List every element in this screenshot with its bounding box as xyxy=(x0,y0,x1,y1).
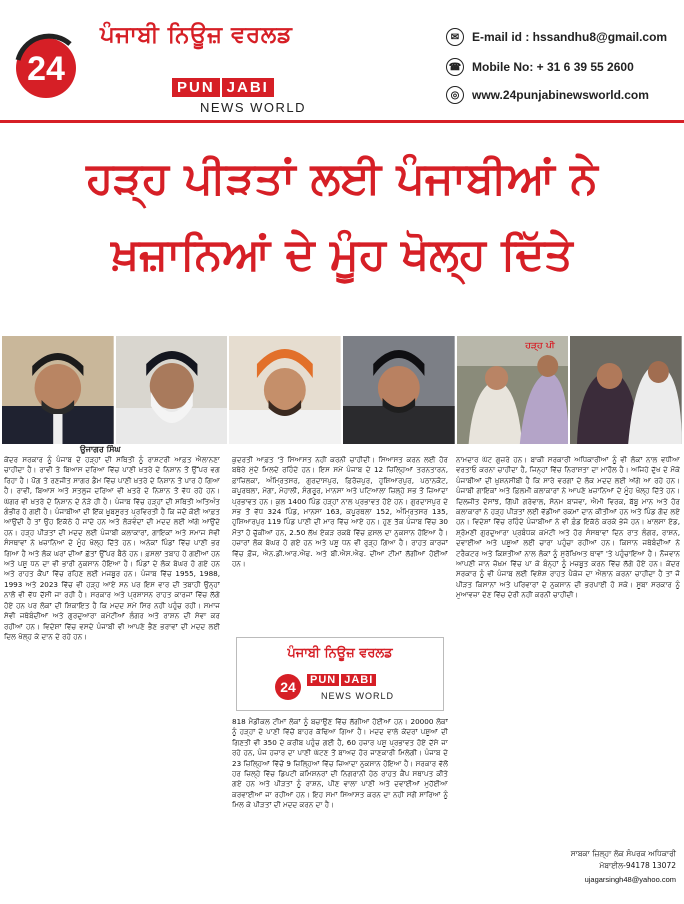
ad-logo-number: 24 xyxy=(280,679,296,695)
photo-watermark: ਹੜ੍ਹ ਪੀ xyxy=(524,341,555,351)
website-contact[interactable] xyxy=(446,86,649,104)
masthead xyxy=(0,0,684,115)
article-column-1: ਕੇਂਦਰ ਸਰਕਾਰ ਨੂੰ ਪੰਜਾਬ ਦੇ ਹੜ੍ਹਾਂ ਦੀ ਸਥਿਤੀ ਨੂੰ ਰਾਸ਼ਟਰੀ ਆਫ਼ਤ ਐਲਾਨਣਾ ਚਾਹੀਦਾ ਹੈ। ਰਾਵੀ ਤੇ ਬਿਆਸ ਦਰਿਆ ਵਿੱਚ ਪਾਣੀ ਖ਼ਤਰੇ ਦੇ ਨਿਸ਼ਾਨ ਤੋਂ ਉੱਪਰ ਵਗ ਰਿਹਾ ਹੈ। ਪੌਂਗ ਤੇ ਰਣਜੀਤ ਸਾਗਰ ਡੈਮ ਵਿੱਚ ਪਾਣੀ ਖ਼ਤਰੇ ਦੇ ਨਿਸ਼ਾਨ ਤੋਂ ਪਾਰ ਹੋ ਗਿਆ ਹੈ। ਰਾਵੀ, ਬਿਆਸ ਅਤੇ ਸਤਲੁਜ ਦਰਿਆ ਵੀ ਖ਼ਤਰੇ ਦੇ ਨਿਸ਼ਾਨ ਤੋਂ ਵੱਧ ਰਹੇ ਹਨ। ਘੱਗਰ ਵੀ ਖ਼ਤਰੇ ਦੇ ਨਿਸ਼ਾਨ ਦੇ ਨੇੜੇ ਹੀ ਹੈ। ਪੰਜਾਬ ਵਿੱਚ ਹੜ੍ਹਾਂ ਦੀ ਸਥਿਤੀ ਅਤਿਅੰਤ ਗੰਭੀਰ ਹੋ ਗਈ ਹੈ। ਪੰਜਾਬੀਆਂ ਦੀ ਇੱਕ ਖ਼ੂਬਸੂਰਤ ਪ੍ਰਵਿਰਤੀ ਹੈ ਕਿ ਜਦੋਂ ਕੋਈ ਆਫ਼ਤ ਆਉਂਦੀ ਹੈ ਤਾਂ ਉਹ ਇਕੱਠੇ ਹੋ ਜਾਂਦੇ ਹਨ ਅਤੇ ਲੋੜਵੰਦਾਂ ਦੀ ਮਦਦ ਲਈ ਅੱਗੇ ਆਉਂਦੇ ਹਨ। ਹੜ੍ਹ ਪੀੜਤਾਂ ਦੀ ਮਦਦ ਲਈ ਪੰਜਾਬੀ ਕਲਾਕਾਰਾਂ, ਗਾਇਕਾਂ ਅਤੇ ਸਮਾਜ ਸੇਵੀ ਸੰਸਥਾਵਾਂ ਨੇ ਖ਼ਜ਼ਾਨਿਆਂ ਦੇ ਮੂੰਹ ਖੋਲ੍ਹ ਦਿੱਤੇ ਹਨ। ਅਨੇਕਾਂ ਪਿੰਡਾਂ ਵਿੱਚ ਪਾਣੀ ਭਰ ਗਿਆ ਹੈ ਅਤੇ ਲੋਕ ਘਰਾਂ ਦੀਆਂ ਛੱਤਾਂ ਉੱਪਰ ਬੈਠੇ ਹਨ। ਫ਼ਸਲਾਂ ਤਬਾਹ ਹੋ ਗਈਆਂ ਹਨ ਅਤੇ ਪਸ਼ੂ ਧਨ ਦਾ ਵੀ ਭਾਰੀ ਨੁਕਸਾਨ ਹੋਇਆ ਹੈ। ਪਿੰਡਾਂ ਦੇ ਲੋਕ ਬੇਘਰ ਹੋ ਗਏ ਹਨ ਅਤੇ ਰਾਹਤ ਕੈਂਪਾਂ ਵਿੱਚ ਰਹਿਣ ਲਈ ਮਜਬੂਰ ਹਨ। ਪੰਜਾਬ ਵਿੱਚ 1955, 1988, 1993 ਅਤੇ 2023 ਵਿੱਚ ਵੀ ਹੜ੍ਹ ਆਏ ਸਨ ਪਰ ਇਸ ਵਾਰ ਦੀ ਤਬਾਹੀ ਉਨ੍ਹਾਂ ਨਾਲੋਂ ਵੀ ਵੱਧ ਦੱਸੀ ਜਾ ਰਹੀ ਹੈ। ਸਰਕਾਰ ਅਤੇ ਪ੍ਰਸ਼ਾਸਨ ਰਾਹਤ ਕਾਰਜਾਂ ਵਿੱਚ ਲੱਗੇ ਹੋਏ ਹਨ ਪਰ ਲੋਕਾਂ ਦੀ ਸ਼ਿਕਾਇਤ ਹੈ ਕਿ ਮਦਦ ਸਮੇਂ ਸਿਰ ਨਹੀਂ ਪਹੁੰਚ ਰਹੀ। ਸਮਾਜ ਸੇਵੀ ਜਥੇਬੰਦੀਆਂ ਅਤੇ ਗੁਰਦੁਆਰਾ ਕਮੇਟੀਆਂ ਲੰਗਰ ਅਤੇ ਰਾਸ਼ਨ ਦੀ ਸੇਵਾ ਕਰ ਰਹੀਆਂ ਹਨ। ਵਿਦੇਸ਼ਾਂ ਵਿੱਚ ਵਸਦੇ ਪੰਜਾਬੀ ਵੀ ਆਪਣੇ ਭੈਣ ਭਰਾਵਾਂ ਦੀ ਮਦਦ ਲਈ ਦਿਲ ਖੋਲ੍ਹ ਕੇ ਦਾਨ ਦੇ ਰਹੇ ਹਨ। xyxy=(4,455,220,641)
email-text: E-mail id : hssandhu8@gmail.com xyxy=(472,30,668,44)
article-column-3: ਨਾਮਦਾਰ ਘੱਟ ਗੁਜ਼ਰੇ ਹਨ। ਬਾਕੀ ਸਰਕਾਰੀ ਅਧਿਕਾਰੀਆਂ ਨੂੰ ਵੀ ਲੋਕਾਂ ਨਾਲ ਵਧੀਆ ਵਰਤਾਓ ਕਰਨਾ ਚਾਹੀਦਾ ਹੈ, ਜਿਨ੍ਹਾਂ ਵਿੱਚ ਨਿਰਾਸ਼ਤਾ ਦਾ ਮਾਹੌਲ ਹੈ। ਅਜਿਹੇ ਦੁੱਖ ਦੇ ਮੌਕੇ ਪੰਜਾਬੀਆਂ ਦੀ ਖ਼ੁਸ਼ਨਸੀਬੀ ਹੈ ਕਿ ਸਾਰੇ ਵਰਗਾਂ ਦੇ ਲੋਕ ਮਦਦ ਲਈ ਅੱਗੇ ਆ ਰਹੇ ਹਨ। ਪੰਜਾਬੀ ਗਾਇਕਾਂ ਅਤੇ ਫ਼ਿਲਮੀ ਕਲਾਕਾਰਾਂ ਨੇ ਆਪਣੇ ਖ਼ਜ਼ਾਨਿਆਂ ਦੇ ਮੂੰਹ ਖੋਲ੍ਹ ਦਿੱਤੇ ਹਨ। ਦਿਲਜੀਤ ਦੋਸਾਂਝ, ਗਿੱਪੀ ਗਰੇਵਾਲ, ਸੋਨਮ ਬਾਜਵਾ, ਐਮੀ ਵਿਰਕ, ਬੱਬੂ ਮਾਨ ਅਤੇ ਹੋਰ ਕਲਾਕਾਰਾਂ ਨੇ ਹੜ੍ਹ ਪੀੜਤਾਂ ਲਈ ਵੱਡੀਆਂ ਰਕਮਾਂ ਦਾਨ ਕੀਤੀਆਂ ਹਨ ਅਤੇ ਪਿੰਡ ਗੋਦ ਲਏ ਹਨ। ਵਿਦੇਸ਼ਾਂ ਵਿੱਚ ਰਹਿੰਦੇ ਪੰਜਾਬੀਆਂ ਨੇ ਵੀ ਫ਼ੰਡ ਇਕੱਠੇ ਕਰਕੇ ਭੇਜੇ ਹਨ। ਖ਼ਾਲਸਾ ਏਡ, ਸ਼੍ਰੋਮਣੀ ਗੁਰਦੁਆਰਾ ਪ੍ਰਬੰਧਕ ਕਮੇਟੀ ਅਤੇ ਹੋਰ ਸੰਸਥਾਵਾਂ ਦਿਨ ਰਾਤ ਲੰਗਰ, ਰਾਸ਼ਨ, ਦਵਾਈਆਂ ਅਤੇ ਪਸ਼ੂਆਂ ਲਈ ਚਾਰਾ ਪਹੁੰਚਾ ਰਹੀਆਂ ਹਨ। ਕਿਸਾਨ ਜਥੇਬੰਦੀਆਂ ਨੇ ਟਰੈਕਟਰ ਅਤੇ ਕਿਸ਼ਤੀਆਂ ਨਾਲ ਲੋਕਾਂ ਨੂੰ ਸੁਰੱਖਿਅਤ ਥਾਵਾਂ 'ਤੇ ਪਹੁੰਚਾਇਆ ਹੈ। ਨੌਜਵਾਨ ਆਪਣੀ ਜਾਨ ਜ਼ੋਖ਼ਮ ਵਿੱਚ ਪਾ ਕੇ ਬੰਨ੍ਹਾਂ ਨੂੰ ਮਜ਼ਬੂਤ ਕਰਨ ਵਿੱਚ ਲੱਗੇ ਹੋਏ ਹਨ। ਕੇਂਦਰ ਸਰਕਾਰ ਨੂੰ ਵੀ ਪੰਜਾਬ ਲਈ ਵਿਸ਼ੇਸ਼ ਰਾਹਤ ਪੈਕੇਜ ਦਾ ਐਲਾਨ ਕਰਨਾ ਚਾਹੀਦਾ ਹੈ ਤਾਂ ਜੋ ਪੀੜਤ ਕਿਸਾਨਾਂ ਅਤੇ ਪਰਿਵਾਰਾਂ ਦੇ ਨੁਕਸਾਨ ਦੀ ਭਰਪਾਈ ਹੋ ਸਕੇ। ਸੂਬਾ ਸਰਕਾਰ ਨੂੰ ਮੁਆਵਜ਼ਾ ਦੇਣ ਵਿੱਚ ਦੇਰੀ ਨਹੀਂ ਕਰਨੀ ਚਾਹੀਦੀ। xyxy=(456,455,680,600)
mobile-text: Mobile No: + 31 6 39 55 2600 xyxy=(472,60,634,74)
punjabi-wordmark xyxy=(172,78,274,97)
author-mobile: ਮੋਬਾਈਲ-94178 13072 xyxy=(599,861,676,870)
author-designation: ਸਾਬਕਾ ਜ਼ਿਲ੍ਹਾ ਲੋਕ ਸੰਪਰਕ ਅਧਿਕਾਰੀ xyxy=(570,849,676,858)
news-world-label: NEWS WORLD xyxy=(200,100,306,115)
photo-turban-man-1 xyxy=(2,336,114,444)
photo-strip xyxy=(2,336,682,444)
email-icon: ✉ xyxy=(446,28,464,46)
ad-news-world: NEWS WORLD xyxy=(321,691,394,701)
photo-crying-women xyxy=(570,336,682,444)
ad-wordmark-part-1: PUN xyxy=(307,674,339,686)
photo-turban-man-2 xyxy=(116,336,228,444)
ad-wordmark xyxy=(307,674,376,686)
email-contact[interactable] xyxy=(446,28,667,46)
wordmark-part-1: PUN xyxy=(172,78,220,97)
globe-icon: ◎ xyxy=(446,86,464,104)
website-text: www.24punjabinewsworld.com xyxy=(472,88,649,102)
article-column-2-bottom: 818 ਮੈਡੀਕਲ ਟੀਮਾਂ ਲੋਕਾਂ ਨੂੰ ਬਚਾਉਣ ਵਿੱਚ ਲੱਗੀਆਂ ਹੋਈਆਂ ਹਨ। 20000 ਲੋਕਾਂ ਨੂੰ ਹੜ੍ਹਾਂ ਦੇ ਪਾਣੀ ਵਿੱਚੋਂ ਬਾਹਰ ਕੱਢਿਆ ਗਿਆ ਹੈ। ਮਦਦ ਵਾਲੇ ਕੇਂਦਰਾਂ ਪਸ਼ੂਆਂ ਦੀ ਗਿਣਤੀ ਵੀ 350 ਦੇ ਕਰੀਬ ਪਹੁੰਚ ਗਈ ਹੈ, 60 ਹਜ਼ਾਰ ਪਸ਼ੂ ਪ੍ਰਭਾਵਤ ਹੋਏ ਦੱਸੇ ਜਾ ਰਹੇ ਹਨ, ਪੰਜ ਹਜ਼ਾਰ ਦਾ ਪਾਣੀ ਘੱਟਣ ਤੋਂ ਬਾਅਦ ਹੋਰ ਜਾਣਕਾਰੀ ਮਿਲੇਗੀ। ਪੰਜਾਬ ਦੇ 23 ਜ਼ਿਲ੍ਹਿਆਂ ਵਿੱਚੋਂ 9 ਜ਼ਿਲ੍ਹਿਆਂ ਵਿੱਚ ਜ਼ਿਆਦਾ ਨੁਕਸਾਨ ਹੋਇਆ ਹੈ। ਸਰਕਾਰ ਵੱਲੋਂ ਹਰ ਜ਼ਿਲ੍ਹੇ ਵਿੱਚ ਡਿਪਟੀ ਕਮਿਸ਼ਨਰਾਂ ਦੀ ਨਿਗਰਾਨੀ ਹੇਠ ਰਾਹਤ ਕੈਂਪ ਸਥਾਪਤ ਕੀਤੇ ਗਏ ਹਨ ਅਤੇ ਪੀੜਤਾਂ ਨੂੰ ਰਾਸ਼ਨ, ਪੀਣ ਵਾਲਾ ਪਾਣੀ ਅਤੇ ਦਵਾਈਆਂ ਮੁਹੱਈਆ ਕਰਵਾਈਆਂ ਜਾ ਰਹੀਆਂ ਹਨ। ਇਹ ਸਮਾਂ ਸਿਆਸਤ ਕਰਨ ਦਾ ਨਹੀਂ ਸਗੋਂ ਸਾਰਿਆਂ ਨੂੰ ਮਿਲ ਕੇ ਪੀੜਤਾਂ ਦੀ ਮਦਦ ਕਰਨ ਦਾ ਹੈ। xyxy=(232,717,448,810)
author-email[interactable]: ujagarsingh48@yahoo.com xyxy=(584,875,676,884)
logo-24-icon xyxy=(8,30,82,102)
article-column-2: ਕੁਦਰਤੀ ਆਫ਼ਤ 'ਤੇ ਸਿਆਸਤ ਨਹੀਂ ਕਰਨੀ ਚਾਹੀਦੀ। ਸਿਆਸਤ ਕਰਨ ਲਈ ਹੋਰ ਬਥੇਰੇ ਮੁੱਦੇ ਮਿਲਦੇ ਰਹਿੰਦੇ ਹਨ। ਇਸ ਸਮੇਂ ਪੰਜਾਬ ਦੇ 12 ਜ਼ਿਲ੍ਹਿਆਂ ਤਰਨਤਾਰਨ, ਫ਼ਾਜ਼ਿਲਕਾ, ਅੰਮ੍ਰਿਤਸਰ, ਗੁਰਦਾਸਪੁਰ, ਫ਼ਿਰੋਜ਼ਪੁਰ, ਹੁਸ਼ਿਆਰਪੁਰ, ਪਠਾਨਕੋਟ, ਕਪੂਰਥਲਾ, ਮੋਗਾ, ਮੋਹਾਲੀ, ਸੰਗਰੂਰ, ਮਾਨਸਾ ਅਤੇ ਪਟਿਆਲਾ ਜ਼ਿਲ੍ਹੇ ਸਭ ਤੋਂ ਜ਼ਿਆਦਾ ਪ੍ਰਭਾਵਤ ਹਨ। ਕੁਲ 1400 ਪਿੰਡ ਹੜ੍ਹਾਂ ਨਾਲ ਪ੍ਰਭਾਵਤ ਹੋਏ ਹਨ। ਗੁਰਦਾਸਪੁਰ ਦੇ ਸਭ ਤੋਂ ਵੱਧ 324 ਪਿੰਡ, ਮਾਨਸਾ 163, ਕਪੂਰਥਲਾ 152, ਅੰਮ੍ਰਿਤਸਰ 135, ਹੁਸ਼ਿਆਰਪੁਰ 119 ਪਿੰਡ ਪਾਣੀ ਦੀ ਮਾਰ ਵਿੱਚ ਆਏ ਹਨ। ਹੁਣ ਤੱਕ ਪੰਜਾਬ ਵਿੱਚ 30 ਮੌਤਾਂ ਹੋ ਚੁੱਕੀਆਂ ਹਨ, 2.50 ਲੱਖ ਏਕੜ ਰਕਬੇ ਵਿੱਚ ਫ਼ਸਲ ਦਾ ਨੁਕਸਾਨ ਹੋਇਆ ਹੈ। ਹਜ਼ਾਰਾਂ ਲੋਕ ਬੇਘਰ ਹੋ ਗਏ ਹਨ ਅਤੇ ਪਸ਼ੂ ਧਨ ਵੀ ਰੁੜ੍ਹ ਗਿਆ ਹੈ। ਰਾਹਤ ਕਾਰਜਾਂ ਵਿੱਚ ਫ਼ੌਜ, ਐਨ.ਡੀ.ਆਰ.ਐਫ. ਅਤੇ ਬੀ.ਐਸ.ਐਫ. ਦੀਆਂ ਟੀਮਾਂ ਲੱਗੀਆਂ ਹੋਈਆਂ ਹਨ। xyxy=(232,455,448,569)
photo-black-turban-man xyxy=(343,336,455,444)
header-divider xyxy=(0,120,684,123)
ad-title: ਪੰਜਾਬੀ ਨਿਊਜ਼ ਵਰਲਡ xyxy=(287,646,393,661)
headline-line-2: ਖ਼ਜ਼ਾਨਿਆਂ ਦੇ ਮੂੰਹ ਖੋਲ੍ਹ ਦਿੱਤੇ xyxy=(111,229,573,280)
phone-icon: ☎ xyxy=(446,58,464,76)
logo-number: 24 xyxy=(27,50,65,88)
mobile-contact[interactable] xyxy=(446,58,634,76)
byline: ਉਜਾਗਰ ਸਿੰਘ xyxy=(80,445,121,454)
photo-orange-turban-man xyxy=(229,336,341,444)
ad-logo-24-icon xyxy=(273,672,303,702)
ad-wordmark-part-2: JABI xyxy=(341,674,376,686)
brand-title: ਪੰਜਾਬੀ ਨਿਊਜ਼ ਵਰਲਡ xyxy=(100,22,293,48)
brand-ad-box xyxy=(236,637,444,711)
wordmark-part-2: JABI xyxy=(222,78,274,97)
photo-flood-women xyxy=(457,336,569,444)
headline-line-1: ਹੜ੍ਹ ਪੀੜਤਾਂ ਲਈ ਪੰਜਾਬੀਆਂ ਨੇ xyxy=(86,153,598,204)
